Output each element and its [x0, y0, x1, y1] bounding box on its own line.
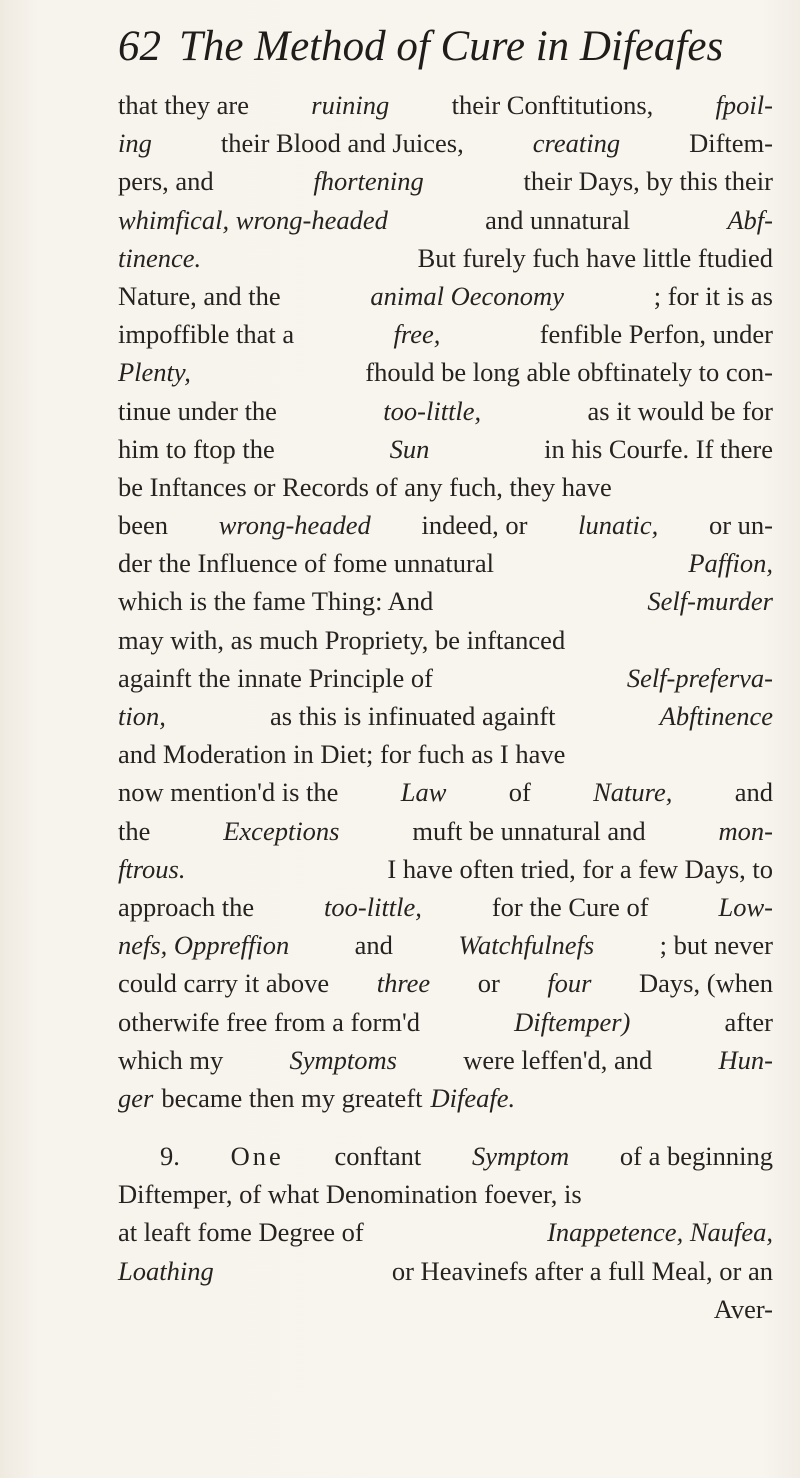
- text-segment: him to ftop the: [118, 433, 275, 464]
- text-segment: ; for it is as: [653, 280, 773, 311]
- text-line: [118, 392, 773, 430]
- text-segment: lunatic,: [578, 510, 659, 541]
- text-segment: could carry it above: [118, 968, 330, 999]
- text-segment: ; but never: [659, 930, 773, 961]
- text-segment: Low-: [718, 891, 773, 922]
- text-segment: mon-: [718, 815, 773, 846]
- text-segment: ftrous.: [118, 853, 186, 884]
- text-line: [118, 124, 773, 162]
- text-segment: I have often tried, for a few Days, to: [387, 853, 773, 884]
- text-segment: at leaft fome Degree of: [118, 1217, 364, 1248]
- text-line: [118, 697, 773, 735]
- text-segment: fenfible Perfon, under: [539, 319, 773, 350]
- text-segment: ing: [118, 128, 152, 159]
- text-segment: free,: [393, 319, 441, 350]
- text-segment: which is the fame Thing: And: [118, 586, 434, 617]
- text-segment: or un-: [708, 510, 773, 541]
- text-segment: and: [354, 930, 393, 961]
- text-segment: that they are: [118, 90, 249, 120]
- text-segment: may with, as much Propriety, be inftanced: [118, 624, 566, 655]
- text-line: [118, 582, 773, 620]
- text-segment: too-little,: [324, 891, 422, 922]
- catchword-text: Aver-: [713, 1293, 773, 1324]
- text-segment: Paffion,: [688, 548, 773, 579]
- text-line: [118, 201, 773, 239]
- text-segment: were leffen'd, and: [463, 1044, 653, 1075]
- text-segment: in his Courfe. If there: [544, 433, 773, 464]
- text-segment: 9.: [160, 1141, 180, 1172]
- text-segment: muft be unnatural and: [412, 815, 646, 846]
- text-line: [118, 277, 773, 315]
- text-segment: tion,: [118, 701, 166, 731]
- text-segment: tinue under the: [118, 395, 277, 426]
- text-segment: Plenty,: [118, 357, 191, 388]
- text-segment: Loathing: [118, 1255, 214, 1286]
- text-segment: and: [734, 777, 773, 808]
- text-segment: Law: [400, 777, 447, 808]
- text-segment: now mention'd is the: [118, 777, 339, 808]
- text-segment: became then my greateft: [161, 1082, 423, 1113]
- text-segment: Self-preferva-: [626, 662, 773, 693]
- page-number: 62: [118, 23, 161, 70]
- text-segment: conftant: [334, 1141, 422, 1172]
- text-segment: ruining: [311, 90, 390, 120]
- text-line: [118, 544, 773, 582]
- text-line: [118, 1175, 773, 1213]
- body-text: [118, 86, 773, 1328]
- text-segment: four: [547, 968, 592, 999]
- text-segment: as it would be for: [587, 395, 773, 426]
- text-line: [118, 773, 773, 811]
- text-segment: and Moderation in Diet; for fuch as I have: [118, 739, 566, 770]
- text-segment: indeed, or: [421, 510, 528, 541]
- text-line: [118, 926, 773, 964]
- text-segment: wrong-headed: [218, 510, 371, 541]
- text-line: [118, 964, 773, 1002]
- text-segment: as this is infinuated againft: [269, 701, 556, 731]
- text-segment: otherwife free from a form'd: [118, 1006, 421, 1037]
- text-line: [118, 1252, 773, 1290]
- text-line: [118, 86, 773, 124]
- text-segment: fhortening: [313, 166, 424, 197]
- text-segment: or Heavinefs after a full Meal, or an: [391, 1255, 773, 1286]
- text-segment: nefs, Oppreffion: [118, 930, 290, 961]
- text-segment: tinence.: [118, 242, 202, 273]
- text-segment: Sun: [389, 433, 430, 464]
- text-segment: Abftinence: [659, 701, 773, 731]
- text-line: [118, 315, 773, 353]
- text-segment: Exceptions: [223, 815, 340, 846]
- text-segment: fpoil-: [715, 90, 773, 120]
- text-line: [118, 239, 773, 277]
- text-segment: which my: [118, 1044, 224, 1075]
- page-header: [118, 16, 778, 78]
- text-segment: Symptoms: [289, 1044, 397, 1075]
- text-segment: Difeafe.: [430, 1082, 516, 1113]
- text-segment: againft the innate Principle of: [118, 662, 433, 693]
- text-segment: Nature, and the: [118, 280, 281, 311]
- text-segment: Diftemper): [514, 1006, 631, 1037]
- text-segment: Symptom: [472, 1141, 570, 1172]
- text-segment: animal Oeconomy: [370, 280, 564, 311]
- text-line: [118, 735, 773, 773]
- text-segment: But furely fuch have little ftudied: [417, 242, 773, 273]
- text-segment: be Inftances or Records of any fuch, they have: [118, 471, 612, 502]
- text-segment: their Days, by this their: [523, 166, 773, 197]
- text-line: [118, 812, 773, 850]
- text-segment: the: [118, 815, 151, 846]
- running-title: The Method of Cure in Difeafes: [179, 23, 724, 70]
- text-segment: their Conftitutions,: [451, 90, 654, 120]
- text-line: [118, 1041, 773, 1079]
- text-segment: Inappetence, Naufea,: [547, 1217, 773, 1248]
- text-line: [118, 1003, 773, 1041]
- text-segment: Diftem-: [689, 128, 773, 159]
- text-segment: three: [376, 968, 431, 999]
- text-line: [118, 621, 773, 659]
- text-line: [118, 506, 773, 544]
- text-segment: of a beginning: [619, 1141, 773, 1172]
- text-segment: Self-murder: [647, 586, 773, 617]
- text-segment: ger: [118, 1082, 154, 1113]
- text-segment: creating: [532, 128, 621, 159]
- text-line: [118, 162, 773, 200]
- text-segment: fhould be long able obftinately to con-: [365, 357, 773, 388]
- text-line: [118, 888, 773, 926]
- text-segment: too-little,: [383, 395, 482, 426]
- text-segment: after: [724, 1006, 773, 1037]
- text-segment: or: [477, 968, 500, 999]
- text-segment: been: [118, 510, 169, 541]
- text-line: [118, 430, 773, 468]
- text-line: [118, 468, 773, 506]
- text-segment: of: [508, 777, 531, 808]
- text-segment: for the Cure of: [491, 891, 649, 922]
- text-segment: their Blood and Juices,: [220, 128, 464, 159]
- text-segment: impoffible that a: [118, 319, 295, 350]
- text-segment: and unnatural: [485, 204, 631, 235]
- text-line: [118, 353, 773, 391]
- text-segment: Days, (when: [639, 968, 773, 999]
- text-segment: Nature,: [593, 777, 673, 808]
- text-line: [118, 1079, 773, 1117]
- text-segment: der the Influence of fome unnatural: [118, 548, 494, 579]
- text-line: [118, 850, 773, 888]
- text-segment: approach the: [118, 891, 255, 922]
- catchword: [118, 1290, 773, 1328]
- text-line: [118, 659, 773, 697]
- text-segment: whimfical, wrong-headed: [118, 204, 388, 235]
- text-segment: pers, and: [118, 166, 214, 197]
- text-segment: Abf-: [727, 204, 773, 235]
- text-segment: Watchfulnefs: [458, 930, 595, 961]
- text-line: [118, 1137, 773, 1175]
- text-segment: One: [230, 1141, 284, 1172]
- text-line: [118, 1213, 773, 1251]
- text-segment: Hun-: [718, 1044, 773, 1075]
- text-segment: Diftemper, of what Denomination foever, is: [118, 1179, 582, 1210]
